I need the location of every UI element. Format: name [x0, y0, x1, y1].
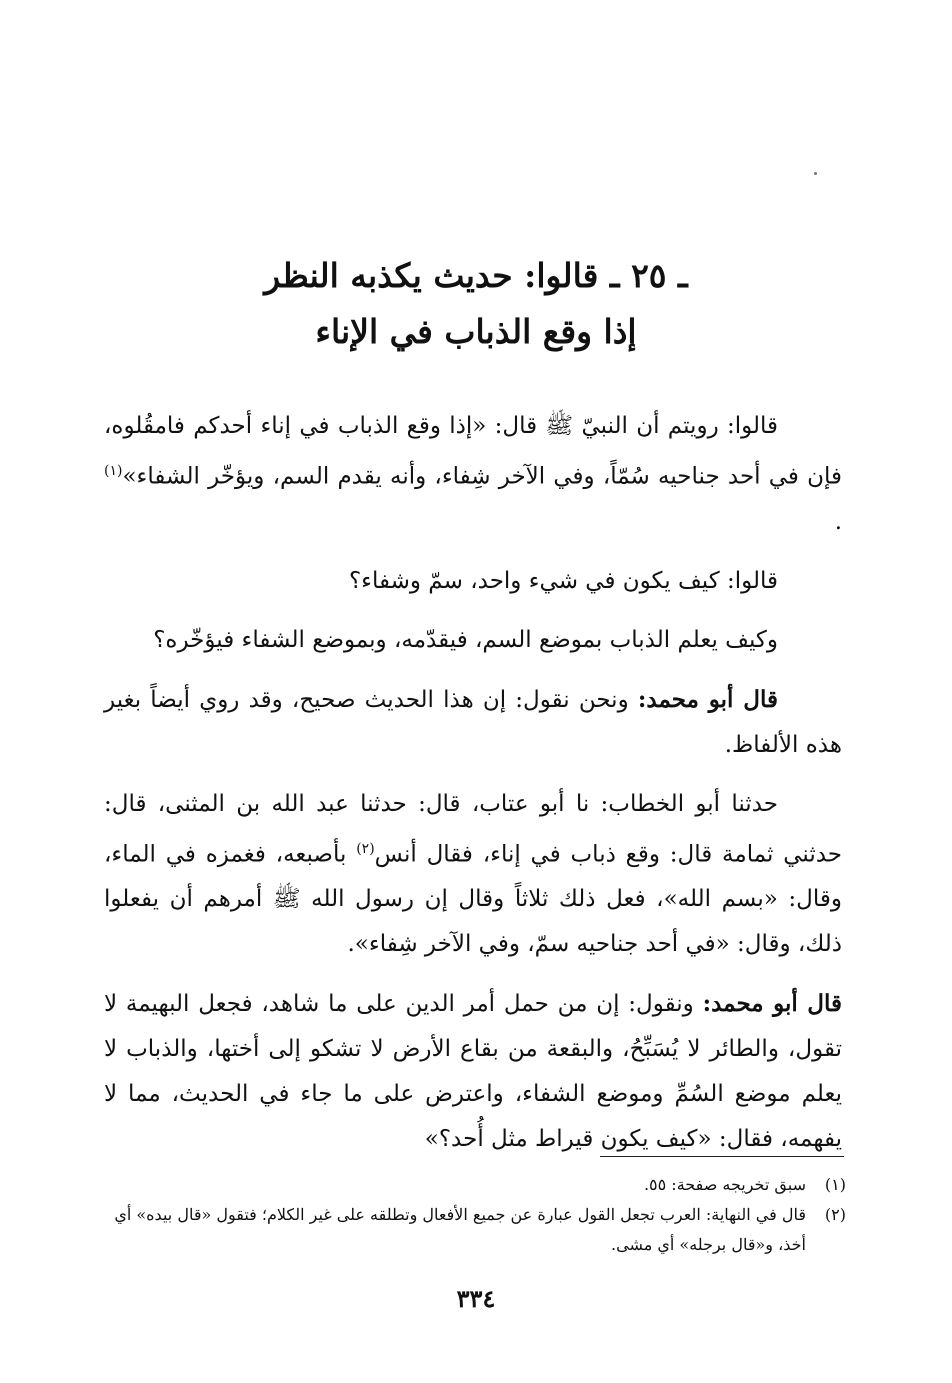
page-mark	[814, 172, 817, 175]
paragraph-text: قالوا: كيف يكون في شيء واحد، سمّ وشفاء؟	[348, 567, 778, 594]
paragraph-6	[104, 981, 842, 1162]
paragraph-text: وكيف يعلم الذباب بموضع السم، فيقدّمه، وبموضع الشفاء فيؤخّره؟	[153, 626, 778, 653]
paragraph-3	[104, 618, 842, 663]
footnote-number: (١)	[824, 1175, 846, 1194]
footnote-2	[104, 1200, 846, 1260]
footnote-ref: (١)	[104, 463, 123, 479]
paragraph-text: ونقول: إن من حمل أمر الدين على ما شاهد، فجعل البهيمة لا تقول، والطائر لا يُسَبِّحُ، والبقعة من بقاع الأرض لا تشكو إلى أختها، والذباب لا يعلم موضع السُمِّ وموضع الشفاء، واعترض على ما جاء في الحديث، مما لا يفهمه، فقال: «كيف يكون قيراط مثل أُحد؟»	[104, 991, 842, 1153]
paragraph-tail: بأصبعه، فغمزه في الماء، وقال: «بسم الله»، فعل ذلك ثلاثاً وقال إن رسول الله ﷺ أمرهم أن يفعلوا ذلك، وقال: «في أحد جناحيه سمّ، وفي الآخر شِفاء».	[104, 841, 842, 958]
footnote-ref: (٢)	[356, 840, 375, 857]
speaker-label: قال أبو محمد:	[637, 685, 778, 713]
footnote-number: (٢)	[824, 1205, 846, 1224]
footnote-text: سبق تخريجه صفحة: ٥٥.	[643, 1175, 806, 1194]
speaker-label: قال أبو محمد:	[702, 990, 842, 1018]
footnote-1	[104, 1170, 846, 1200]
page-number: ٣٣٤	[456, 1284, 496, 1313]
footnote-text: قال في النهاية: العرب تجعل القول عبارة عن جميع الأفعال وتطلقه على غير الكلام؛ فتقول «قال بيده» أي أخذ، و«قال برجله» أي مشى.	[114, 1205, 806, 1254]
paragraph-4	[104, 677, 842, 768]
paragraph-5	[104, 782, 842, 968]
footnotes	[104, 1170, 846, 1260]
chapter-heading	[100, 248, 852, 360]
body-text	[104, 404, 842, 1176]
paragraph-text: قالوا: رويتم أن النبيّ ﷺ قال: «إذا وقع الذباب في إناء أحدكم فامقُلوه، فإن في أحد جناحيه سُمّاً، وفي الآخر شِفاء، وأنه يقدم السم، ويؤخّر الشفاء»	[104, 413, 842, 490]
paragraph-text: ونحن نقول: إن هذا الحديث صحيح، وقد روي أيضاً بغير هذه الألفاظ.	[104, 686, 842, 758]
paragraph-text: حدثنا أبو الخطاب: نا أبو عتاب، قال: حدثنا عبد الله بن المثنى، قال: حدثني ثمامة قال: وقع ذباب في إناء، فقال أنس	[104, 790, 843, 868]
heading-line-1: ـ ٢٥ ـ قالوا: حديث يكذبه النظر	[264, 256, 688, 295]
heading-line-2: إذا وقع الذباب في الإناء	[315, 312, 637, 351]
paragraph-tail: .	[834, 508, 842, 535]
paragraph-1	[104, 404, 842, 545]
footnote-separator	[600, 1156, 844, 1157]
paragraph-2	[104, 559, 842, 604]
